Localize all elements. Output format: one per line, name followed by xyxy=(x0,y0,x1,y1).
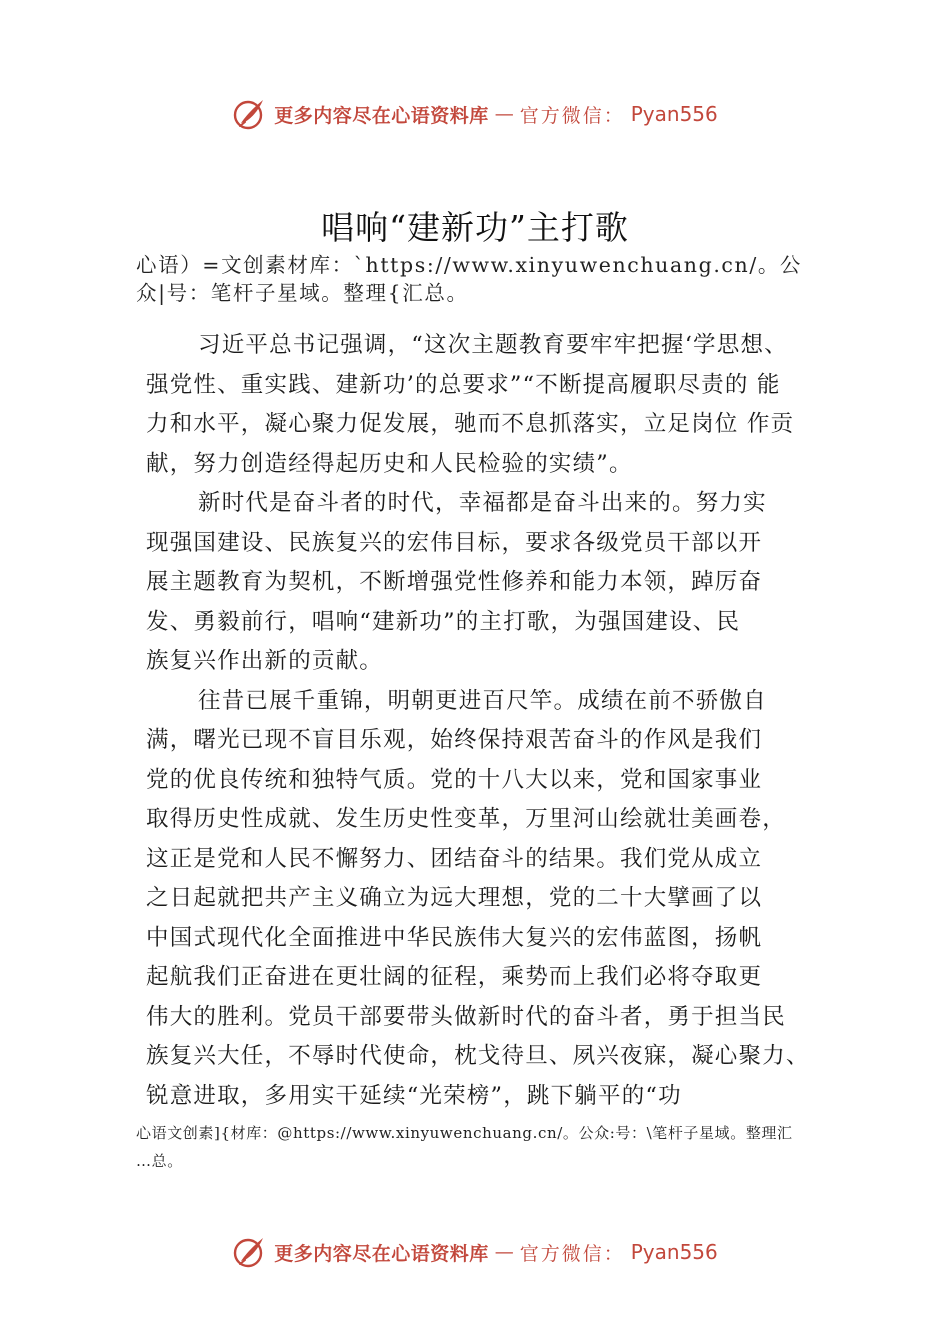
quill-logo-icon xyxy=(232,1234,268,1270)
banner-wechat-id: Pyan556 xyxy=(630,1240,718,1264)
footer-source-line-2: …总。 xyxy=(136,1152,183,1170)
body-line: 锐意进取，多用实干延续“光荣榜”，跳下躺平的“功 xyxy=(146,1082,682,1109)
banner-separator: — xyxy=(494,103,514,125)
article-body xyxy=(146,326,846,1116)
banner-wechat-label: 官方微信： xyxy=(519,104,625,127)
body-line: 献，努力创造经得起历史和人民检验的实绩”。 xyxy=(146,450,633,477)
body-line: 展主题教育为契机，不断增强党性修养和能力本领，踔厉奋 xyxy=(146,569,763,595)
quill-logo-icon xyxy=(232,96,268,132)
document-title: 唱响“建新功”主打歌 xyxy=(321,208,629,247)
body-line: 伟大的胜利。党员干部要带头做新时代的奋斗者，勇于担当民 xyxy=(146,1003,786,1030)
banner-wechat-id: Pyan556 xyxy=(630,102,718,126)
banner-separator: — xyxy=(494,1241,514,1263)
body-line: 中国式现代化全面推进中华民族伟大复兴的宏伟蓝图，扬帆 xyxy=(146,924,763,951)
source-line-2: 众|号：笔杆子星域。整理{汇总。 xyxy=(136,281,469,305)
banner-slogan: 更多内容尽在心语资料库 xyxy=(274,104,489,127)
body-line: 满，曙光已现不盲目乐观，始终保持艰苦奋斗的作风是我们 xyxy=(146,727,763,753)
body-line: 习近平总书记强调，“这次主题教育要牢牢把握‘学思想、 xyxy=(198,332,788,358)
body-line: 强党性、重实践、建新功’的总要求”“不断提高履职尽责的 能 xyxy=(146,371,781,398)
footer-banner xyxy=(0,1232,950,1272)
body-line: 之日起就把共产主义确立为远大理想，党的二十大擘画了以 xyxy=(146,885,763,911)
footer-source-line-1: 心语文创素]{材库：@https://www.xinyuwenchuang.cn/。公众:号：\笔杆子星域。整理汇 xyxy=(136,1124,793,1142)
source-line-1: 心语）=文创素材库：`https://www.xinyuwenchuang.cn/。公 xyxy=(136,253,803,277)
body-line: 这正是党和人民不懈努力、团结奋斗的结果。我们党从成立 xyxy=(146,845,763,872)
body-line: 起航我们正奋进在更壮阔的征程，乘势而上我们必将夺取更 xyxy=(146,964,763,990)
body-line: 现强国建设、民族复兴的宏伟目标，要求各级党员干部以开 xyxy=(146,529,763,556)
body-line: 力和水平，凝心聚力促发展，驰而不息抓落实，立足岗位 作贡 xyxy=(146,411,795,437)
body-line: 发、勇毅前行，唱响“建新功”的主打歌，为强国建设、民 xyxy=(146,608,741,635)
body-line: 取得历史性成就、发生历史性变革，万里河山绘就壮美画卷， xyxy=(146,806,786,832)
body-line: 族复兴作出新的贡献。 xyxy=(146,648,384,674)
body-line: 党的优良传统和独特气质。党的十八大以来，党和国家事业 xyxy=(146,766,763,793)
header-banner xyxy=(0,94,950,134)
body-line: 新时代是奋斗者的时代，幸福都是奋斗出来的。努力实 xyxy=(198,490,767,516)
banner-wechat-label: 官方微信： xyxy=(519,1242,625,1265)
body-line: 往昔已展千重锦，明朝更进百尺竿。成绩在前不骄傲自 xyxy=(198,687,767,714)
banner-slogan: 更多内容尽在心语资料库 xyxy=(274,1242,489,1265)
body-line: 族复兴大任，不辱时代使命，枕戈待旦、夙兴夜寐，凝心聚力、 xyxy=(146,1043,810,1069)
